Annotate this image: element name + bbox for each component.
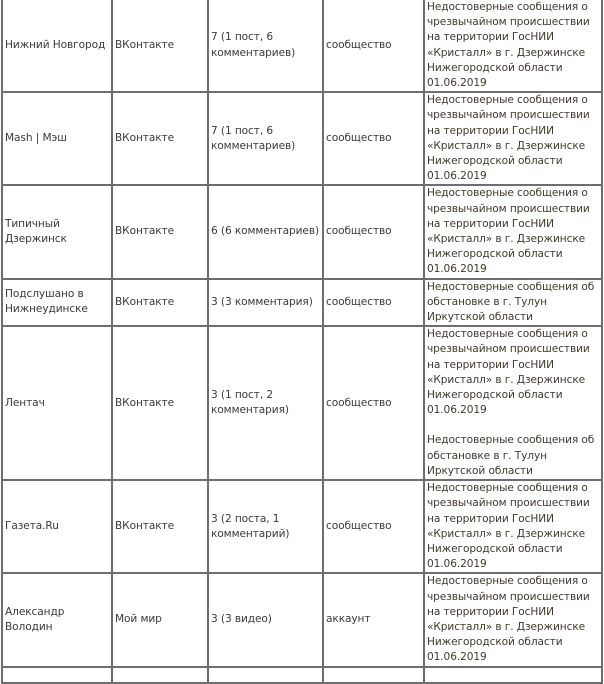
table-row-partial	[2, 667, 602, 683]
network-cell: ВКонтакте	[112, 279, 208, 327]
network-cell: ВКонтакте	[112, 92, 208, 185]
source-name-cell: Mash | Мэш	[2, 92, 112, 185]
source-name-cell: Нижний Новгород	[2, 0, 112, 92]
sources-table	[1, 0, 603, 684]
empty-cell	[323, 667, 424, 683]
table-row	[2, 279, 602, 327]
empty-cell	[112, 667, 208, 683]
count-cell: 3 (3 видео)	[208, 573, 323, 666]
table-row	[2, 185, 602, 278]
table-row	[2, 573, 602, 666]
source-name-cell: Типичный Дзержинск	[2, 185, 112, 278]
source-name-cell: Александр Володин	[2, 573, 112, 666]
type-cell: сообщество	[323, 279, 424, 327]
type-cell: сообщество	[323, 0, 424, 92]
count-cell: 3 (2 поста, 1 комментарий)	[208, 480, 323, 573]
table-row	[2, 0, 602, 92]
topic-cell	[424, 326, 602, 480]
type-cell: аккаунт	[323, 573, 424, 666]
sources-table-container	[1, 0, 603, 684]
network-cell: ВКонтакте	[112, 185, 208, 278]
count-cell: 7 (1 пост, 6 комментариев)	[208, 0, 323, 92]
topic-text: Недостоверные сообщения о чрезвычайном происшествии на территории ГосНИИ «Кристалл» в г. Дзержинске Нижегородской области 01.06.2019	[427, 482, 590, 571]
count-cell: 6 (6 комментариев)	[208, 185, 323, 278]
source-name-cell: Газета.Ru	[2, 480, 112, 573]
empty-cell	[424, 667, 602, 683]
topic-text: Недостоверные сообщения об обстановке в г. Тулун Иркутской области	[427, 434, 595, 477]
count-cell: 7 (1 пост, 6 комментариев)	[208, 92, 323, 185]
network-cell: ВКонтакте	[112, 480, 208, 573]
source-name-cell: Лентач	[2, 326, 112, 480]
topic-text: Недостоверные сообщения о чрезвычайном происшествии на территории ГосНИИ «Кристалл» в г. Дзержинске Нижегородской области 01.06.2019	[427, 94, 590, 183]
network-cell: ВКонтакте	[112, 0, 208, 92]
empty-cell	[208, 667, 323, 683]
table-row	[2, 480, 602, 573]
source-name-cell: Подслушано в Нижнеудинске	[2, 279, 112, 327]
type-cell: сообщество	[323, 326, 424, 480]
topic-cell	[424, 185, 602, 278]
topic-text: Недостоверные сообщения о чрезвычайном происшествии на территории ГосНИИ «Кристалл» в г. Дзержинске Нижегородской области 01.06.2019	[427, 1, 590, 90]
network-cell: Мой мир	[112, 573, 208, 666]
paragraph-gap	[427, 418, 600, 433]
empty-cell	[2, 667, 112, 683]
topic-cell	[424, 480, 602, 573]
type-cell: сообщество	[323, 92, 424, 185]
topic-cell	[424, 279, 602, 327]
topic-cell	[424, 573, 602, 666]
count-cell: 3 (3 комментария)	[208, 279, 323, 327]
table-row	[2, 326, 602, 480]
topic-cell	[424, 0, 602, 92]
topic-text: Недостоверные сообщения о чрезвычайном происшествии на территории ГосНИИ «Кристалл» в г. Дзержинске Нижегородской области 01.06.2019	[427, 575, 590, 664]
count-cell: 3 (1 пост, 2 комментария)	[208, 326, 323, 480]
network-cell: ВКонтакте	[112, 326, 208, 480]
type-cell: сообщество	[323, 480, 424, 573]
topic-text: Недостоверные сообщения о чрезвычайном происшествии на территории ГосНИИ «Кристалл» в г. Дзержинске Нижегородской области 01.06.2019	[427, 328, 590, 417]
type-cell: сообщество	[323, 185, 424, 278]
table-row	[2, 92, 602, 185]
topic-text: Недостоверные сообщения об обстановке в г. Тулун Иркутской области	[427, 280, 595, 324]
topic-text: Недостоверные сообщения о чрезвычайном происшествии на территории ГосНИИ «Кристалл» в г. Дзержинске Нижегородской области 01.06.2019	[427, 187, 590, 276]
topic-cell	[424, 92, 602, 185]
